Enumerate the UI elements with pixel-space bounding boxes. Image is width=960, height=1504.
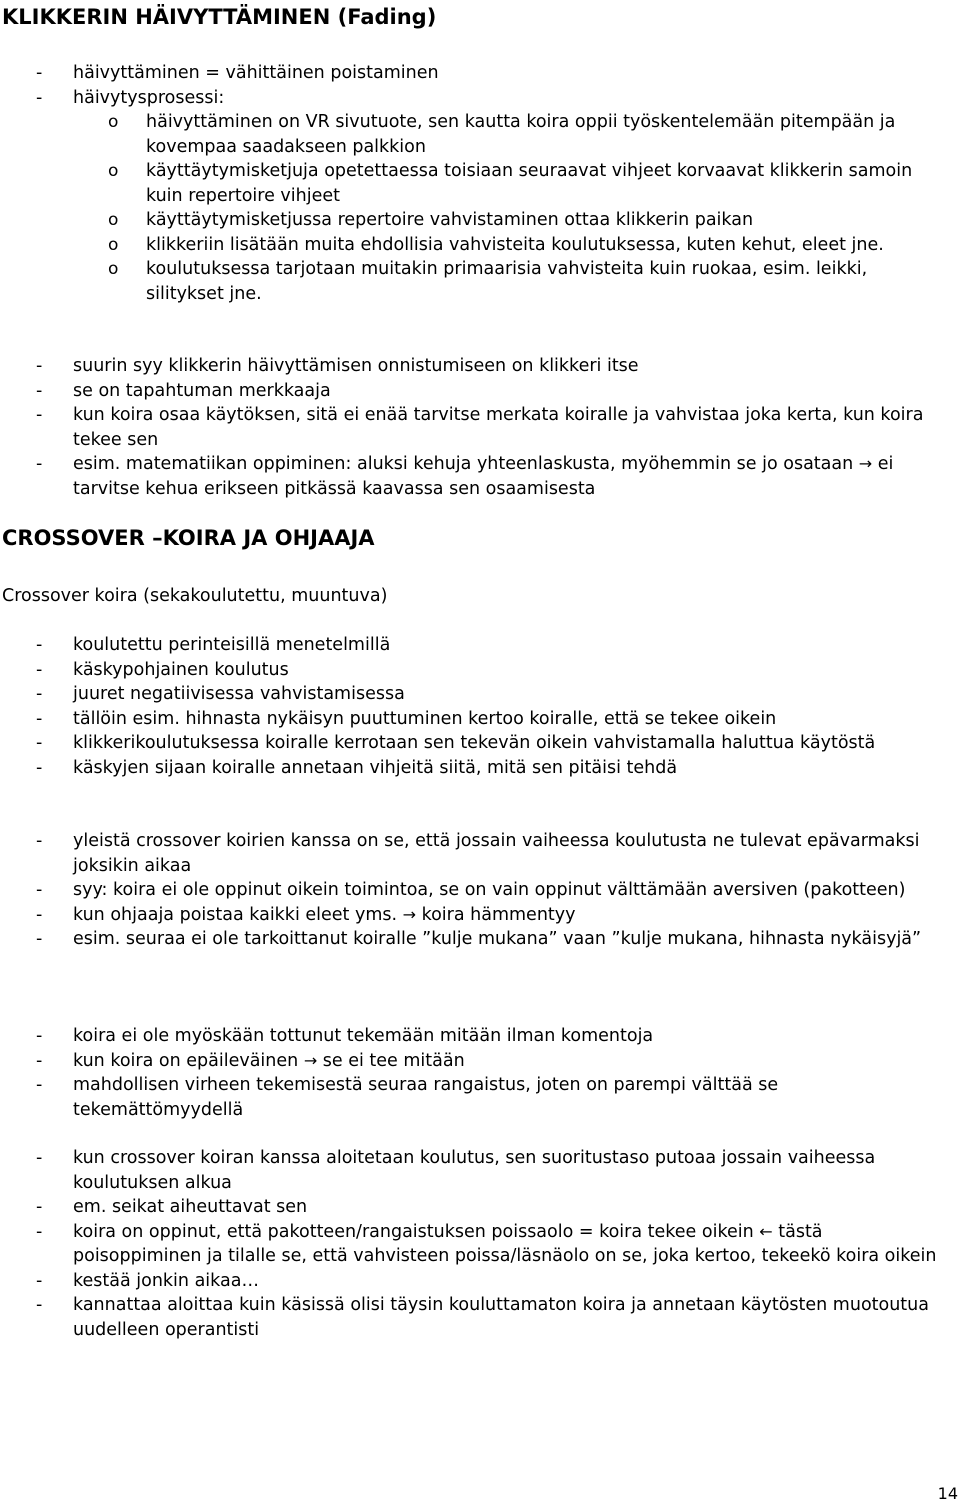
bullet-dash: - <box>36 635 43 655</box>
bullet-circle: o <box>108 234 119 255</box>
list-item: - klikkerikoulutuksessa koiralle kerrotaan sen tekevän oikein vahvistamalla haluttua käytöstä <box>0 731 940 756</box>
list-item: - esim. seuraa ei ole tarkoittanut koiralle ”kulje mukana” vaan ”kulje mukana, hihnasta nykäisyjä” <box>0 927 940 952</box>
bullet-dash: - <box>36 1026 43 1046</box>
bullet-circle: o <box>108 161 119 181</box>
list-item: - kun crossover koiran kanssa aloitetaan koulutus, sen suoritustaso putoaa jossain vaiheessa koulutuksen alkua <box>36 1148 876 1193</box>
bullet-dash: - <box>36 1270 43 1291</box>
bullet-dash: - <box>36 659 43 680</box>
list-item: - häivytysprosessi: o häivyttäminen on VR sivutuote, sen kautta koira oppii työskentelemään pitempään ja kovempaa saadakseen palkkion o käyttäytymisketjuja opetettaessa toisiaan seuraavat vihjeet korvaavat klikkerin samoin kuin repertoire vihjeet o käyttäytymisketjussa repertoire vahvistaminen ottaa klikkerin paikan o klikkeriin lisätään muita ehdollisia vahvisteita koulutuksessa, kuten kehut, eleet jne. o koulutuksessa tarjotaan muitakin primaarisia vahvisteita kuin ruokaa, esim. leikki, silitykset jne. <box>0 86 940 307</box>
bullet-circle: o <box>108 112 119 132</box>
list-item: - häivyttäminen = vähittäinen poistaminen <box>0 61 940 86</box>
sub-list-item: o koulutuksessa tarjotaan muitakin primaarisia vahvisteita kuin ruokaa, esim. leikki, silitykset jne. <box>108 259 868 304</box>
arrow-right-icon: → <box>858 454 873 473</box>
bullet-dash: - <box>36 733 43 753</box>
list-item: - kun koira osaa käytöksen, sitä ei enää tarvitse merkata koiralle ja vahvistaa joka kerta, kun koira tekee sen <box>36 405 924 450</box>
bullet-circle: o <box>108 259 119 279</box>
list-item: - käskypohjainen koulutus <box>0 658 940 683</box>
bullet-dash: - <box>36 1295 43 1315</box>
bullet-dash: - <box>36 1050 43 1071</box>
list-item: - syy: koira ei ole oppinut oikein toimintoa, se on vain oppinut välttämään aversiven (pakotteen) <box>0 878 940 903</box>
bullet-dash: - <box>36 757 43 778</box>
bullet-dash: - <box>36 356 43 376</box>
bullet-dash: - <box>36 454 43 474</box>
crossover-list-2 <box>0 829 940 952</box>
list-item: - mahdollisen virheen tekemisestä seuraa rangaistus, joten on parempi välttää se tekemättömyydellä <box>36 1075 779 1120</box>
section-heading: CROSSOVER –KOIRA JA OHJAAJA <box>2 526 375 550</box>
bullet-dash: - <box>36 831 43 851</box>
list-item: - se on tapahtuman merkkaaja <box>0 379 940 404</box>
arrow-right-icon: → <box>303 1050 318 1070</box>
crossover-list-4 <box>0 1146 940 1342</box>
list-item: - koira on oppinut, että pakotteen/rangaistuksen poissaolo = koira tekee oikein ← tästä poisoppiminen ja tilalle se, että vahvisteen poissa/läsnäolo on se, joka kertoo, tekeekö koira oikein <box>36 1221 937 1266</box>
list-item: - kun koira on epäileväinen → se ei tee mitään <box>0 1049 940 1074</box>
bullet-dash: - <box>36 87 43 108</box>
list-item: - juuret negatiivisessa vahvistamisessa <box>0 682 940 707</box>
page-title: KLIKKERIN HÄIVYTTÄMINEN (Fading) <box>2 5 437 29</box>
list-item: - koulutettu perinteisillä menetelmillä <box>0 633 940 658</box>
bullet-dash: - <box>36 684 43 704</box>
crossover-list-1 <box>0 633 940 780</box>
bullet-dash: - <box>36 63 43 83</box>
list-item: - tällöin esim. hihnasta nykäisyn puuttuminen kertoo koiralle, että se tekee oikein <box>0 707 940 732</box>
bullet-dash: - <box>36 1075 43 1095</box>
list-item: - koira ei ole myöskään tottunut tekemään mitään ilman komentoja <box>0 1024 940 1049</box>
bullet-dash: - <box>36 405 43 425</box>
crossover-list-3 <box>0 1024 940 1122</box>
bullet-circle: o <box>108 210 119 230</box>
sub-list-item: o klikkeriin lisätään muita ehdollisia vahvisteita koulutuksessa, kuten kehut, eleet jne. <box>0 233 940 258</box>
intro-paragraph: Crossover koira (sekakoulutettu, muuntuva) <box>2 586 388 606</box>
arrow-left-icon: ← <box>759 1221 773 1241</box>
bullet-dash: - <box>36 1148 43 1168</box>
bullet-dash: - <box>36 880 43 900</box>
list-item: - em. seikat aiheuttavat sen <box>0 1195 940 1220</box>
list-item: - kestää jonkin aikaa… <box>0 1269 940 1294</box>
fading-sublist <box>0 110 940 306</box>
sub-list-item: o häivyttäminen on VR sivutuote, sen kautta koira oppii työskentelemään pitempään ja kovempaa saadakseen palkkion <box>108 112 896 157</box>
list-item: - käskyjen sijaan koiralle annetaan vihjeitä siitä, mitä sen pitäisi tehdä <box>0 756 940 781</box>
bullet-dash: - <box>36 1221 43 1242</box>
list-item: - suurin syy klikkerin häivyttämisen onnistumiseen on klikkeri itse <box>0 354 940 379</box>
bullet-dash: - <box>36 904 43 925</box>
bullet-dash: - <box>36 708 43 729</box>
list-item: - yleistä crossover koirien kanssa on se, että jossain vaiheessa koulutusta ne tulevat epävarmaksi joksikin aikaa <box>36 831 920 876</box>
page-number: 14 <box>937 1484 958 1503</box>
list-item: - esim. matematiikan oppiminen: aluksi kehuja yhteenlaskusta, myöhemmin se jo osataan → ei tarvitse kehua erikseen pitkässä kaavassa sen osaamisesta <box>36 454 894 499</box>
bullet-dash: - <box>36 1197 43 1217</box>
sub-list-item: o käyttäytymisketjussa repertoire vahvistaminen ottaa klikkerin paikan <box>0 208 940 233</box>
fading-list <box>0 61 940 306</box>
list-item: - kun ohjaaja poistaa kaikki eleet yms. → koira hämmentyy <box>0 903 940 928</box>
sub-list-item: o käyttäytymisketjuja opetettaessa toisiaan seuraavat vihjeet korvaavat klikkerin samoin kuin repertoire vihjeet <box>108 161 913 206</box>
arrow-right-icon: → <box>402 904 417 924</box>
bullet-dash: - <box>36 380 43 401</box>
bullet-dash: - <box>36 929 43 949</box>
fading-reasons-list <box>0 354 940 501</box>
list-item: - kannattaa aloittaa kuin käsissä olisi täysin kouluttamaton koira ja annetaan käytösten muotoutua uudelleen operantisti <box>36 1295 929 1340</box>
